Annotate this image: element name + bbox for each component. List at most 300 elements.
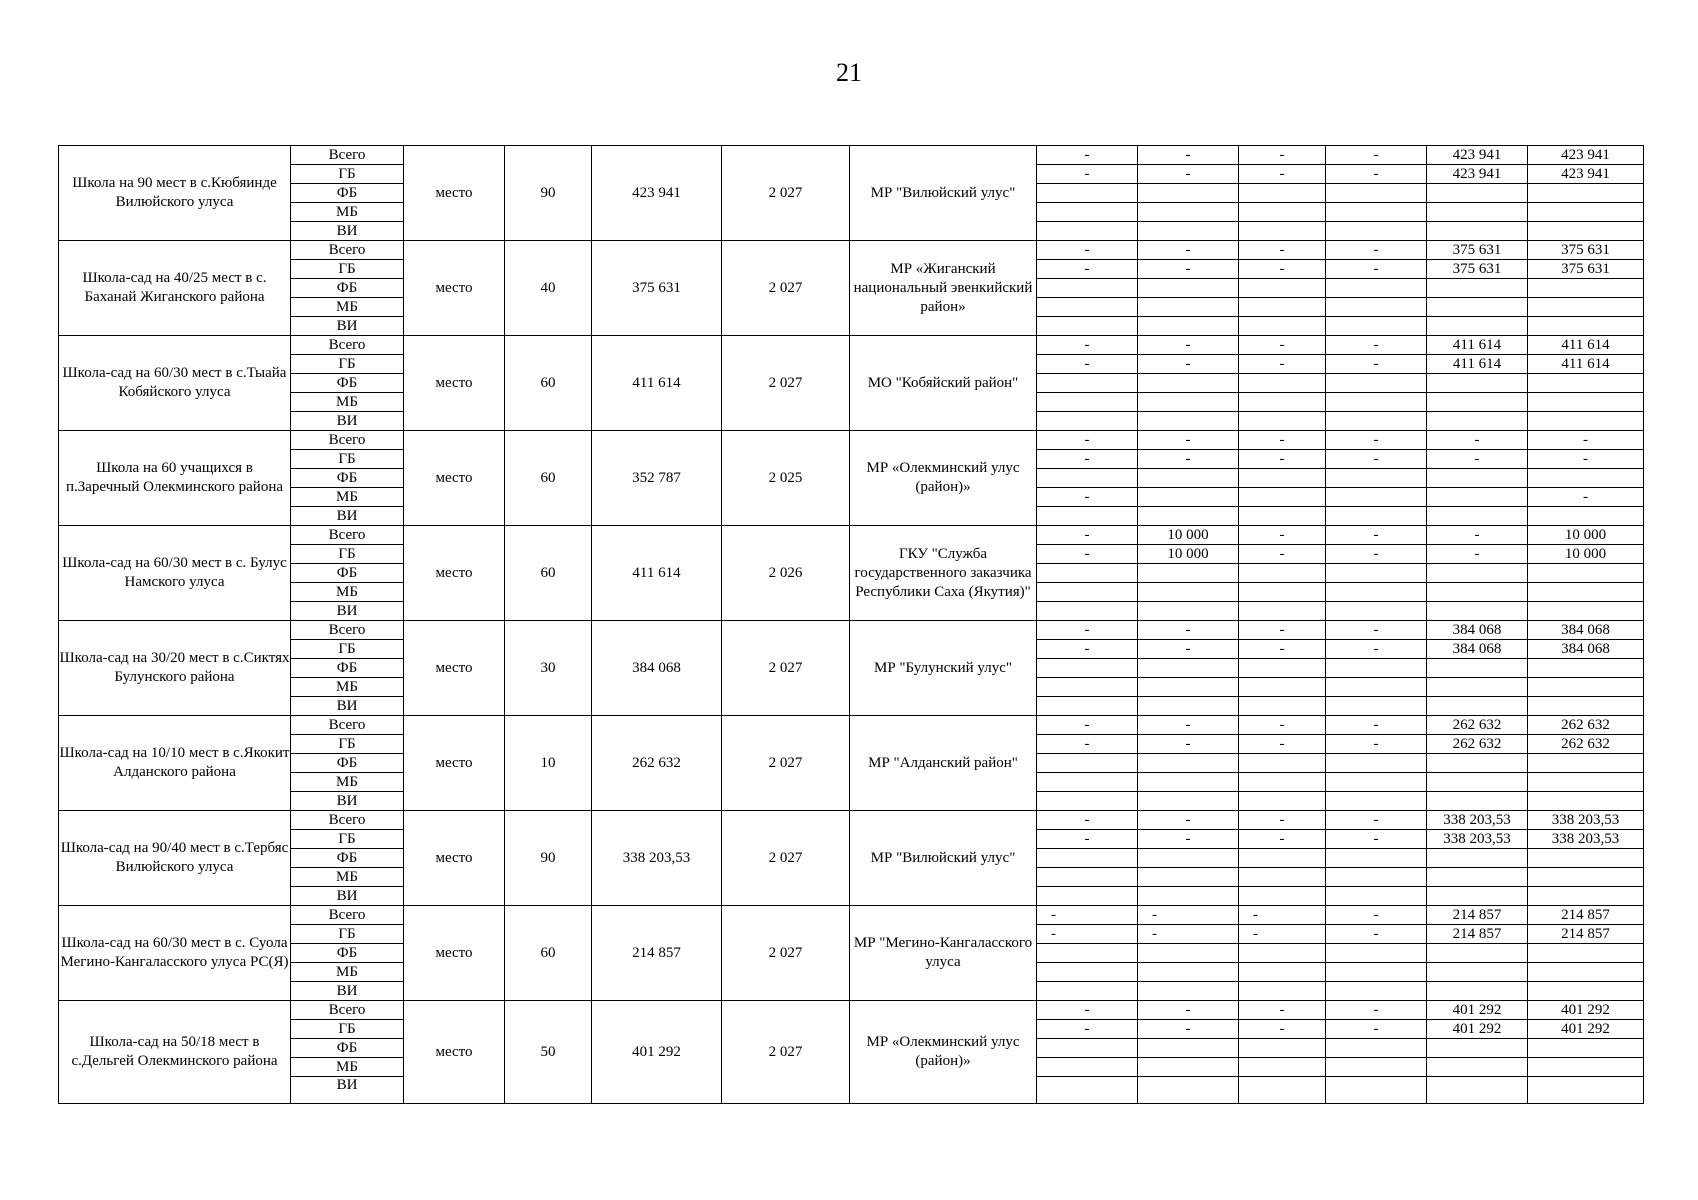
value-cell: - <box>1239 545 1326 564</box>
value-cell <box>1138 944 1239 963</box>
value-cell <box>1239 963 1326 982</box>
value-cell <box>1326 849 1427 868</box>
cost-cell: 411 614 <box>592 336 722 431</box>
value-cell <box>1326 982 1427 1001</box>
value-cell <box>1427 469 1528 488</box>
value-cell: - <box>1326 811 1427 830</box>
value-cell: - <box>1239 450 1326 469</box>
value-cell <box>1239 659 1326 678</box>
value-cell: - <box>1037 355 1138 374</box>
value-cell <box>1239 184 1326 203</box>
value-cell <box>1239 868 1326 887</box>
value-cell: - <box>1326 146 1427 165</box>
value-cell: 262 632 <box>1528 735 1644 754</box>
value-cell: - <box>1138 925 1239 944</box>
value-cell: - <box>1037 621 1138 640</box>
funding-type-cell: ГБ <box>291 735 404 754</box>
value-cell: - <box>1138 241 1239 260</box>
funding-type-cell: ГБ <box>291 925 404 944</box>
value-cell: 384 068 <box>1427 640 1528 659</box>
value-cell <box>1326 678 1427 697</box>
value-cell <box>1138 868 1239 887</box>
value-cell: - <box>1138 260 1239 279</box>
value-cell <box>1239 393 1326 412</box>
value-cell <box>1037 279 1138 298</box>
value-cell: - <box>1326 355 1427 374</box>
value-cell: - <box>1037 1001 1138 1020</box>
value-cell <box>1037 1058 1138 1077</box>
value-cell <box>1138 222 1239 241</box>
value-cell <box>1528 279 1644 298</box>
cost-cell: 411 614 <box>592 526 722 621</box>
funding-type-cell: МБ <box>291 678 404 697</box>
value-cell: - <box>1037 526 1138 545</box>
value-cell: - <box>1427 450 1528 469</box>
value-cell: - <box>1326 545 1427 564</box>
budget-table <box>58 145 1644 1104</box>
year-cell: 2 025 <box>722 431 850 526</box>
table-row <box>59 336 1644 355</box>
value-cell <box>1037 374 1138 393</box>
page-number: 21 <box>836 58 862 87</box>
value-cell <box>1239 298 1326 317</box>
value-cell <box>1528 792 1644 811</box>
table-row <box>59 526 1644 545</box>
value-cell: - <box>1326 925 1427 944</box>
value-cell <box>1037 887 1138 906</box>
funding-type-cell: ВИ <box>291 222 404 241</box>
year-cell: 2 027 <box>722 241 850 336</box>
funding-type-cell: ФБ <box>291 849 404 868</box>
capacity-cell: 50 <box>505 1001 592 1104</box>
value-cell <box>1326 1058 1427 1077</box>
table-row <box>59 621 1644 640</box>
value-cell <box>1037 697 1138 716</box>
value-cell: - <box>1326 260 1427 279</box>
project-name-cell: Школа-сад на 90/40 мест в с.Тербяс Вилюйского улуса <box>59 811 291 906</box>
value-cell <box>1326 697 1427 716</box>
value-cell: 10 000 <box>1138 526 1239 545</box>
value-cell: - <box>1239 526 1326 545</box>
capacity-cell: 60 <box>505 431 592 526</box>
project-name-cell: Школа на 90 мест в с.Кюбяинде Вилюйского улуса <box>59 146 291 241</box>
value-cell: 423 941 <box>1427 146 1528 165</box>
value-cell <box>1326 1077 1427 1104</box>
table-row <box>59 1001 1644 1020</box>
value-cell <box>1138 792 1239 811</box>
unit-cell: место <box>404 526 505 621</box>
value-cell: 423 941 <box>1528 165 1644 184</box>
value-cell <box>1138 678 1239 697</box>
funding-type-cell: ГБ <box>291 830 404 849</box>
capacity-cell: 90 <box>505 146 592 241</box>
value-cell <box>1037 469 1138 488</box>
value-cell <box>1427 944 1528 963</box>
value-cell: - <box>1239 906 1326 925</box>
value-cell <box>1138 1077 1239 1104</box>
value-cell <box>1037 868 1138 887</box>
value-cell: - <box>1239 640 1326 659</box>
project-name-cell: Школа-сад на 60/30 мест в с. Суола Мегино-Кангаласского улуса РС(Я) <box>59 906 291 1001</box>
value-cell: 423 941 <box>1528 146 1644 165</box>
value-cell <box>1037 659 1138 678</box>
value-cell <box>1427 982 1528 1001</box>
value-cell: 262 632 <box>1427 716 1528 735</box>
value-cell: - <box>1037 146 1138 165</box>
value-cell <box>1528 1058 1644 1077</box>
value-cell <box>1326 887 1427 906</box>
value-cell: - <box>1138 336 1239 355</box>
value-cell <box>1138 773 1239 792</box>
value-cell <box>1239 317 1326 336</box>
year-cell: 2 026 <box>722 526 850 621</box>
value-cell <box>1528 184 1644 203</box>
value-cell <box>1427 279 1528 298</box>
project-name-cell: Школа-сад на 50/18 мест в с.Дельгей Олекминского района <box>59 1001 291 1104</box>
project-name-cell: Школа на 60 учащихся в п.Заречный Олекминского района <box>59 431 291 526</box>
value-cell <box>1427 773 1528 792</box>
funding-type-cell: ВИ <box>291 792 404 811</box>
value-cell <box>1239 564 1326 583</box>
funding-type-cell: Всего <box>291 431 404 450</box>
unit-cell: место <box>404 1001 505 1104</box>
value-cell: - <box>1239 165 1326 184</box>
funding-type-cell: ФБ <box>291 374 404 393</box>
value-cell: - <box>1037 545 1138 564</box>
funding-type-cell: ГБ <box>291 640 404 659</box>
value-cell <box>1528 602 1644 621</box>
value-cell: - <box>1037 735 1138 754</box>
year-cell: 2 027 <box>722 1001 850 1104</box>
value-cell <box>1037 583 1138 602</box>
value-cell: - <box>1239 431 1326 450</box>
customer-cell: МР "Вилюйский улус" <box>850 146 1037 241</box>
value-cell: - <box>1037 716 1138 735</box>
value-cell <box>1427 184 1528 203</box>
value-cell <box>1138 298 1239 317</box>
value-cell <box>1239 488 1326 507</box>
value-cell <box>1239 469 1326 488</box>
unit-cell: место <box>404 241 505 336</box>
funding-type-cell: МБ <box>291 298 404 317</box>
value-cell <box>1239 507 1326 526</box>
value-cell <box>1427 754 1528 773</box>
value-cell <box>1138 583 1239 602</box>
value-cell: - <box>1239 1020 1326 1039</box>
value-cell <box>1326 488 1427 507</box>
value-cell <box>1427 317 1528 336</box>
value-cell <box>1326 412 1427 431</box>
value-cell <box>1239 697 1326 716</box>
value-cell <box>1037 1077 1138 1104</box>
value-cell: 214 857 <box>1427 925 1528 944</box>
value-cell: 384 068 <box>1427 621 1528 640</box>
value-cell <box>1138 982 1239 1001</box>
value-cell <box>1037 792 1138 811</box>
value-cell <box>1326 773 1427 792</box>
value-cell <box>1326 602 1427 621</box>
value-cell <box>1138 507 1239 526</box>
funding-type-cell: МБ <box>291 203 404 222</box>
value-cell: 411 614 <box>1427 336 1528 355</box>
year-cell: 2 027 <box>722 336 850 431</box>
value-cell <box>1138 1058 1239 1077</box>
value-cell <box>1528 374 1644 393</box>
capacity-cell: 90 <box>505 811 592 906</box>
value-cell <box>1528 773 1644 792</box>
customer-cell: МР «Олекминский улус (район)» <box>850 1001 1037 1104</box>
value-cell: - <box>1427 526 1528 545</box>
funding-type-cell: ВИ <box>291 412 404 431</box>
funding-type-cell: Всего <box>291 716 404 735</box>
funding-type-cell: ГБ <box>291 545 404 564</box>
value-cell: - <box>1239 811 1326 830</box>
unit-cell: место <box>404 811 505 906</box>
value-cell: - <box>1326 830 1427 849</box>
value-cell <box>1037 754 1138 773</box>
cost-cell: 352 787 <box>592 431 722 526</box>
value-cell <box>1138 602 1239 621</box>
value-cell <box>1037 564 1138 583</box>
value-cell <box>1326 792 1427 811</box>
value-cell <box>1037 602 1138 621</box>
table-row <box>59 716 1644 735</box>
value-cell: - <box>1326 336 1427 355</box>
value-cell: - <box>1138 1001 1239 1020</box>
funding-type-cell: МБ <box>291 963 404 982</box>
value-cell <box>1528 754 1644 773</box>
value-cell: 423 941 <box>1427 165 1528 184</box>
value-cell: - <box>1326 1020 1427 1039</box>
value-cell <box>1528 1077 1644 1104</box>
value-cell: - <box>1138 716 1239 735</box>
value-cell <box>1427 298 1528 317</box>
value-cell: - <box>1326 450 1427 469</box>
customer-cell: МР "Мегино-Кангаласского улуса <box>850 906 1037 1001</box>
value-cell <box>1528 583 1644 602</box>
unit-cell: место <box>404 716 505 811</box>
value-cell <box>1528 678 1644 697</box>
funding-type-cell: ВИ <box>291 1077 404 1104</box>
value-cell <box>1138 754 1239 773</box>
value-cell <box>1138 1039 1239 1058</box>
value-cell <box>1427 1058 1528 1077</box>
value-cell <box>1037 317 1138 336</box>
value-cell: - <box>1326 165 1427 184</box>
value-cell: - <box>1326 621 1427 640</box>
table-row <box>59 241 1644 260</box>
value-cell: 401 292 <box>1528 1020 1644 1039</box>
funding-type-cell: ВИ <box>291 602 404 621</box>
unit-cell: место <box>404 906 505 1001</box>
value-cell: - <box>1239 146 1326 165</box>
value-cell <box>1037 298 1138 317</box>
value-cell: - <box>1037 241 1138 260</box>
value-cell <box>1138 279 1239 298</box>
value-cell <box>1326 374 1427 393</box>
cost-cell: 401 292 <box>592 1001 722 1104</box>
value-cell: 401 292 <box>1528 1001 1644 1020</box>
funding-type-cell: МБ <box>291 583 404 602</box>
value-cell <box>1326 1039 1427 1058</box>
cost-cell: 423 941 <box>592 146 722 241</box>
value-cell <box>1427 507 1528 526</box>
value-cell <box>1138 374 1239 393</box>
value-cell <box>1037 203 1138 222</box>
value-cell: 262 632 <box>1427 735 1528 754</box>
value-cell <box>1427 602 1528 621</box>
value-cell <box>1239 849 1326 868</box>
value-cell: - <box>1239 716 1326 735</box>
funding-type-cell: Всего <box>291 621 404 640</box>
value-cell <box>1239 1077 1326 1104</box>
value-cell: - <box>1326 431 1427 450</box>
value-cell <box>1239 222 1326 241</box>
value-cell: 338 203,53 <box>1427 811 1528 830</box>
value-cell <box>1427 659 1528 678</box>
value-cell <box>1528 868 1644 887</box>
value-cell <box>1326 203 1427 222</box>
year-cell: 2 027 <box>722 146 850 241</box>
funding-type-cell: МБ <box>291 488 404 507</box>
funding-type-cell: МБ <box>291 393 404 412</box>
value-cell <box>1239 773 1326 792</box>
value-cell <box>1037 412 1138 431</box>
value-cell <box>1528 1039 1644 1058</box>
value-cell <box>1528 469 1644 488</box>
value-cell: - <box>1037 450 1138 469</box>
value-cell <box>1427 374 1528 393</box>
value-cell: - <box>1037 640 1138 659</box>
funding-type-cell: Всего <box>291 241 404 260</box>
value-cell: - <box>1138 811 1239 830</box>
project-name-cell: Школа-сад на 60/30 мест в с.Тыайа Кобяйского улуса <box>59 336 291 431</box>
funding-type-cell: Всего <box>291 146 404 165</box>
value-cell: - <box>1528 431 1644 450</box>
value-cell <box>1326 222 1427 241</box>
value-cell <box>1037 222 1138 241</box>
value-cell <box>1239 1039 1326 1058</box>
funding-type-cell: ВИ <box>291 887 404 906</box>
value-cell: - <box>1138 165 1239 184</box>
value-cell <box>1138 412 1239 431</box>
project-name-cell: Школа-сад на 10/10 мест в с.Якокит Алданского района <box>59 716 291 811</box>
table-row <box>59 431 1644 450</box>
cost-cell: 375 631 <box>592 241 722 336</box>
value-cell: 384 068 <box>1528 640 1644 659</box>
value-cell <box>1239 944 1326 963</box>
value-cell <box>1326 393 1427 412</box>
value-cell: - <box>1138 830 1239 849</box>
value-cell: - <box>1037 260 1138 279</box>
value-cell: - <box>1528 450 1644 469</box>
value-cell: 338 203,53 <box>1528 811 1644 830</box>
value-cell: - <box>1037 336 1138 355</box>
value-cell: - <box>1138 450 1239 469</box>
value-cell: - <box>1037 488 1138 507</box>
value-cell <box>1427 1039 1528 1058</box>
funding-type-cell: МБ <box>291 1058 404 1077</box>
value-cell: 338 203,53 <box>1528 830 1644 849</box>
value-cell <box>1239 754 1326 773</box>
value-cell <box>1326 564 1427 583</box>
value-cell: - <box>1138 1020 1239 1039</box>
value-cell: 214 857 <box>1427 906 1528 925</box>
funding-type-cell: ГБ <box>291 1020 404 1039</box>
value-cell <box>1138 317 1239 336</box>
value-cell: 214 857 <box>1528 925 1644 944</box>
value-cell <box>1138 203 1239 222</box>
value-cell: - <box>1427 545 1528 564</box>
value-cell <box>1326 659 1427 678</box>
year-cell: 2 027 <box>722 621 850 716</box>
value-cell: 375 631 <box>1427 260 1528 279</box>
value-cell: 375 631 <box>1427 241 1528 260</box>
value-cell: - <box>1528 488 1644 507</box>
value-cell <box>1138 488 1239 507</box>
value-cell <box>1528 317 1644 336</box>
value-cell <box>1239 412 1326 431</box>
year-cell: 2 027 <box>722 716 850 811</box>
funding-type-cell: Всего <box>291 811 404 830</box>
funding-type-cell: ГБ <box>291 355 404 374</box>
value-cell <box>1037 773 1138 792</box>
value-cell: - <box>1239 241 1326 260</box>
value-cell <box>1037 1039 1138 1058</box>
cost-cell: 384 068 <box>592 621 722 716</box>
funding-type-cell: ВИ <box>291 697 404 716</box>
value-cell <box>1037 184 1138 203</box>
value-cell <box>1326 507 1427 526</box>
year-cell: 2 027 <box>722 811 850 906</box>
funding-type-cell: ГБ <box>291 260 404 279</box>
customer-cell: МР "Алданский район" <box>850 716 1037 811</box>
value-cell <box>1528 849 1644 868</box>
value-cell <box>1138 963 1239 982</box>
value-cell: 411 614 <box>1528 355 1644 374</box>
value-cell <box>1528 412 1644 431</box>
value-cell <box>1528 697 1644 716</box>
value-cell <box>1427 564 1528 583</box>
value-cell <box>1326 963 1427 982</box>
value-cell <box>1528 507 1644 526</box>
funding-type-cell: ФБ <box>291 944 404 963</box>
funding-type-cell: ВИ <box>291 317 404 336</box>
customer-cell: МР «Жиганский национальный эвенкийский район» <box>850 241 1037 336</box>
value-cell <box>1037 507 1138 526</box>
value-cell <box>1239 374 1326 393</box>
value-cell <box>1037 963 1138 982</box>
value-cell <box>1528 887 1644 906</box>
value-cell <box>1138 697 1239 716</box>
value-cell <box>1528 944 1644 963</box>
capacity-cell: 30 <box>505 621 592 716</box>
value-cell <box>1528 393 1644 412</box>
value-cell <box>1427 697 1528 716</box>
value-cell <box>1138 887 1239 906</box>
funding-type-cell: ВИ <box>291 507 404 526</box>
unit-cell: место <box>404 146 505 241</box>
capacity-cell: 60 <box>505 336 592 431</box>
value-cell <box>1239 602 1326 621</box>
value-cell <box>1326 868 1427 887</box>
unit-cell: место <box>404 621 505 716</box>
value-cell <box>1037 982 1138 1001</box>
project-name-cell: Школа-сад на 30/20 мест в с.Сиктях Булунского района <box>59 621 291 716</box>
value-cell: - <box>1138 355 1239 374</box>
funding-type-cell: Всего <box>291 1001 404 1020</box>
capacity-cell: 60 <box>505 906 592 1001</box>
